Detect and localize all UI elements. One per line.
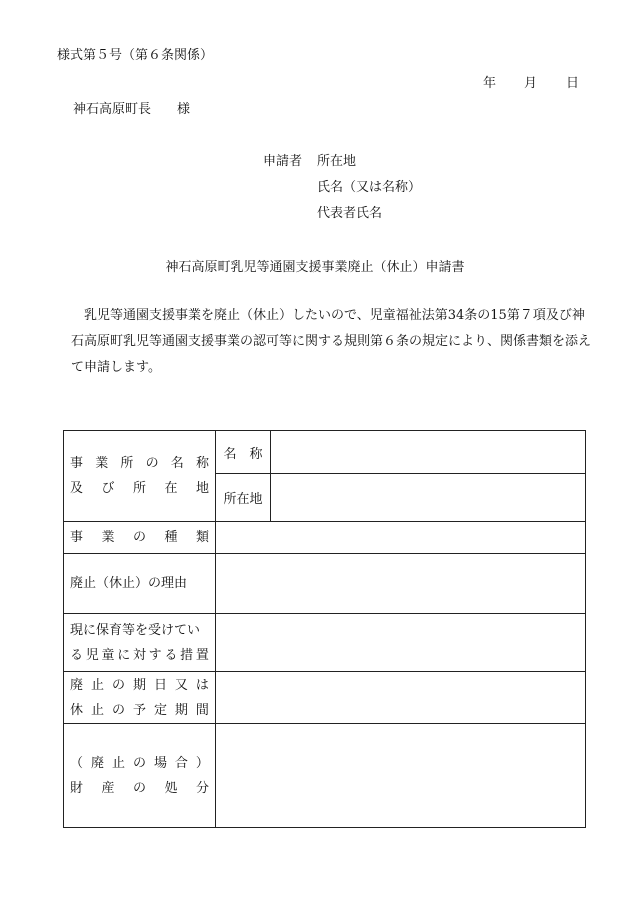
period-field[interactable] [216, 672, 586, 724]
measures-field[interactable] [216, 614, 586, 672]
reason-field[interactable] [216, 554, 586, 614]
table-row [64, 724, 586, 828]
table-row [64, 672, 586, 724]
business-type-field[interactable] [216, 522, 586, 554]
body-text: 乳児等通園支援事業を廃止（休止）したいので、児童福祉法第34条の15第７項及び神石高原町乳児等通園支援事業の認可等に関する規則第６条の規定により、関係書類を添えて申請します。 [71, 308, 592, 375]
applicant-representative-label: 代表者氏名 [317, 206, 383, 221]
disposal-field[interactable] [216, 724, 586, 828]
date-day-label: 日 [566, 76, 580, 91]
facility-label-line2: 及 び 所 在 地 [70, 481, 209, 496]
addressee: 神石高原町長 様 [73, 102, 191, 117]
date-year-label: 年 [483, 76, 497, 91]
facility-address-field[interactable] [271, 474, 586, 522]
business-type-label: 事 業 の 種 類 [64, 522, 216, 554]
applicant-label: 申請者 [263, 154, 303, 169]
table-row [64, 431, 586, 474]
period-label: 廃 止 の 期 日 又 は 休 止 の 予 定 期 間 [64, 672, 216, 724]
reason-label: 廃止（休止）の理由 [64, 554, 216, 614]
facility-address-label: 所在地 [216, 474, 271, 522]
date-month-label: 月 [524, 76, 538, 91]
table-row [64, 522, 586, 554]
measures-label: 現に保育等を受けてい る 児 童 に 対 す る 措 置 [64, 614, 216, 672]
document-title: 神石高原町乳児等通園支援事業廃止（休止）申請書 [165, 260, 465, 275]
table-row [64, 554, 586, 614]
disposal-label: （ 廃 止 の 場 合 ） 財 産 の 処 分 [64, 724, 216, 828]
facility-label-cell [64, 431, 216, 522]
facility-name-field[interactable] [271, 431, 586, 474]
facility-label-line1: 事 業 所 の 名 称 [70, 456, 209, 471]
applicant-name-label: 氏名（又は名称） [317, 180, 422, 195]
applicant-address-label: 所在地 [317, 154, 357, 169]
facility-name-label: 名 称 [216, 431, 271, 474]
table-row [64, 614, 586, 672]
form-number: 様式第５号（第６条関係） [57, 48, 214, 63]
application-form-table [63, 430, 586, 828]
